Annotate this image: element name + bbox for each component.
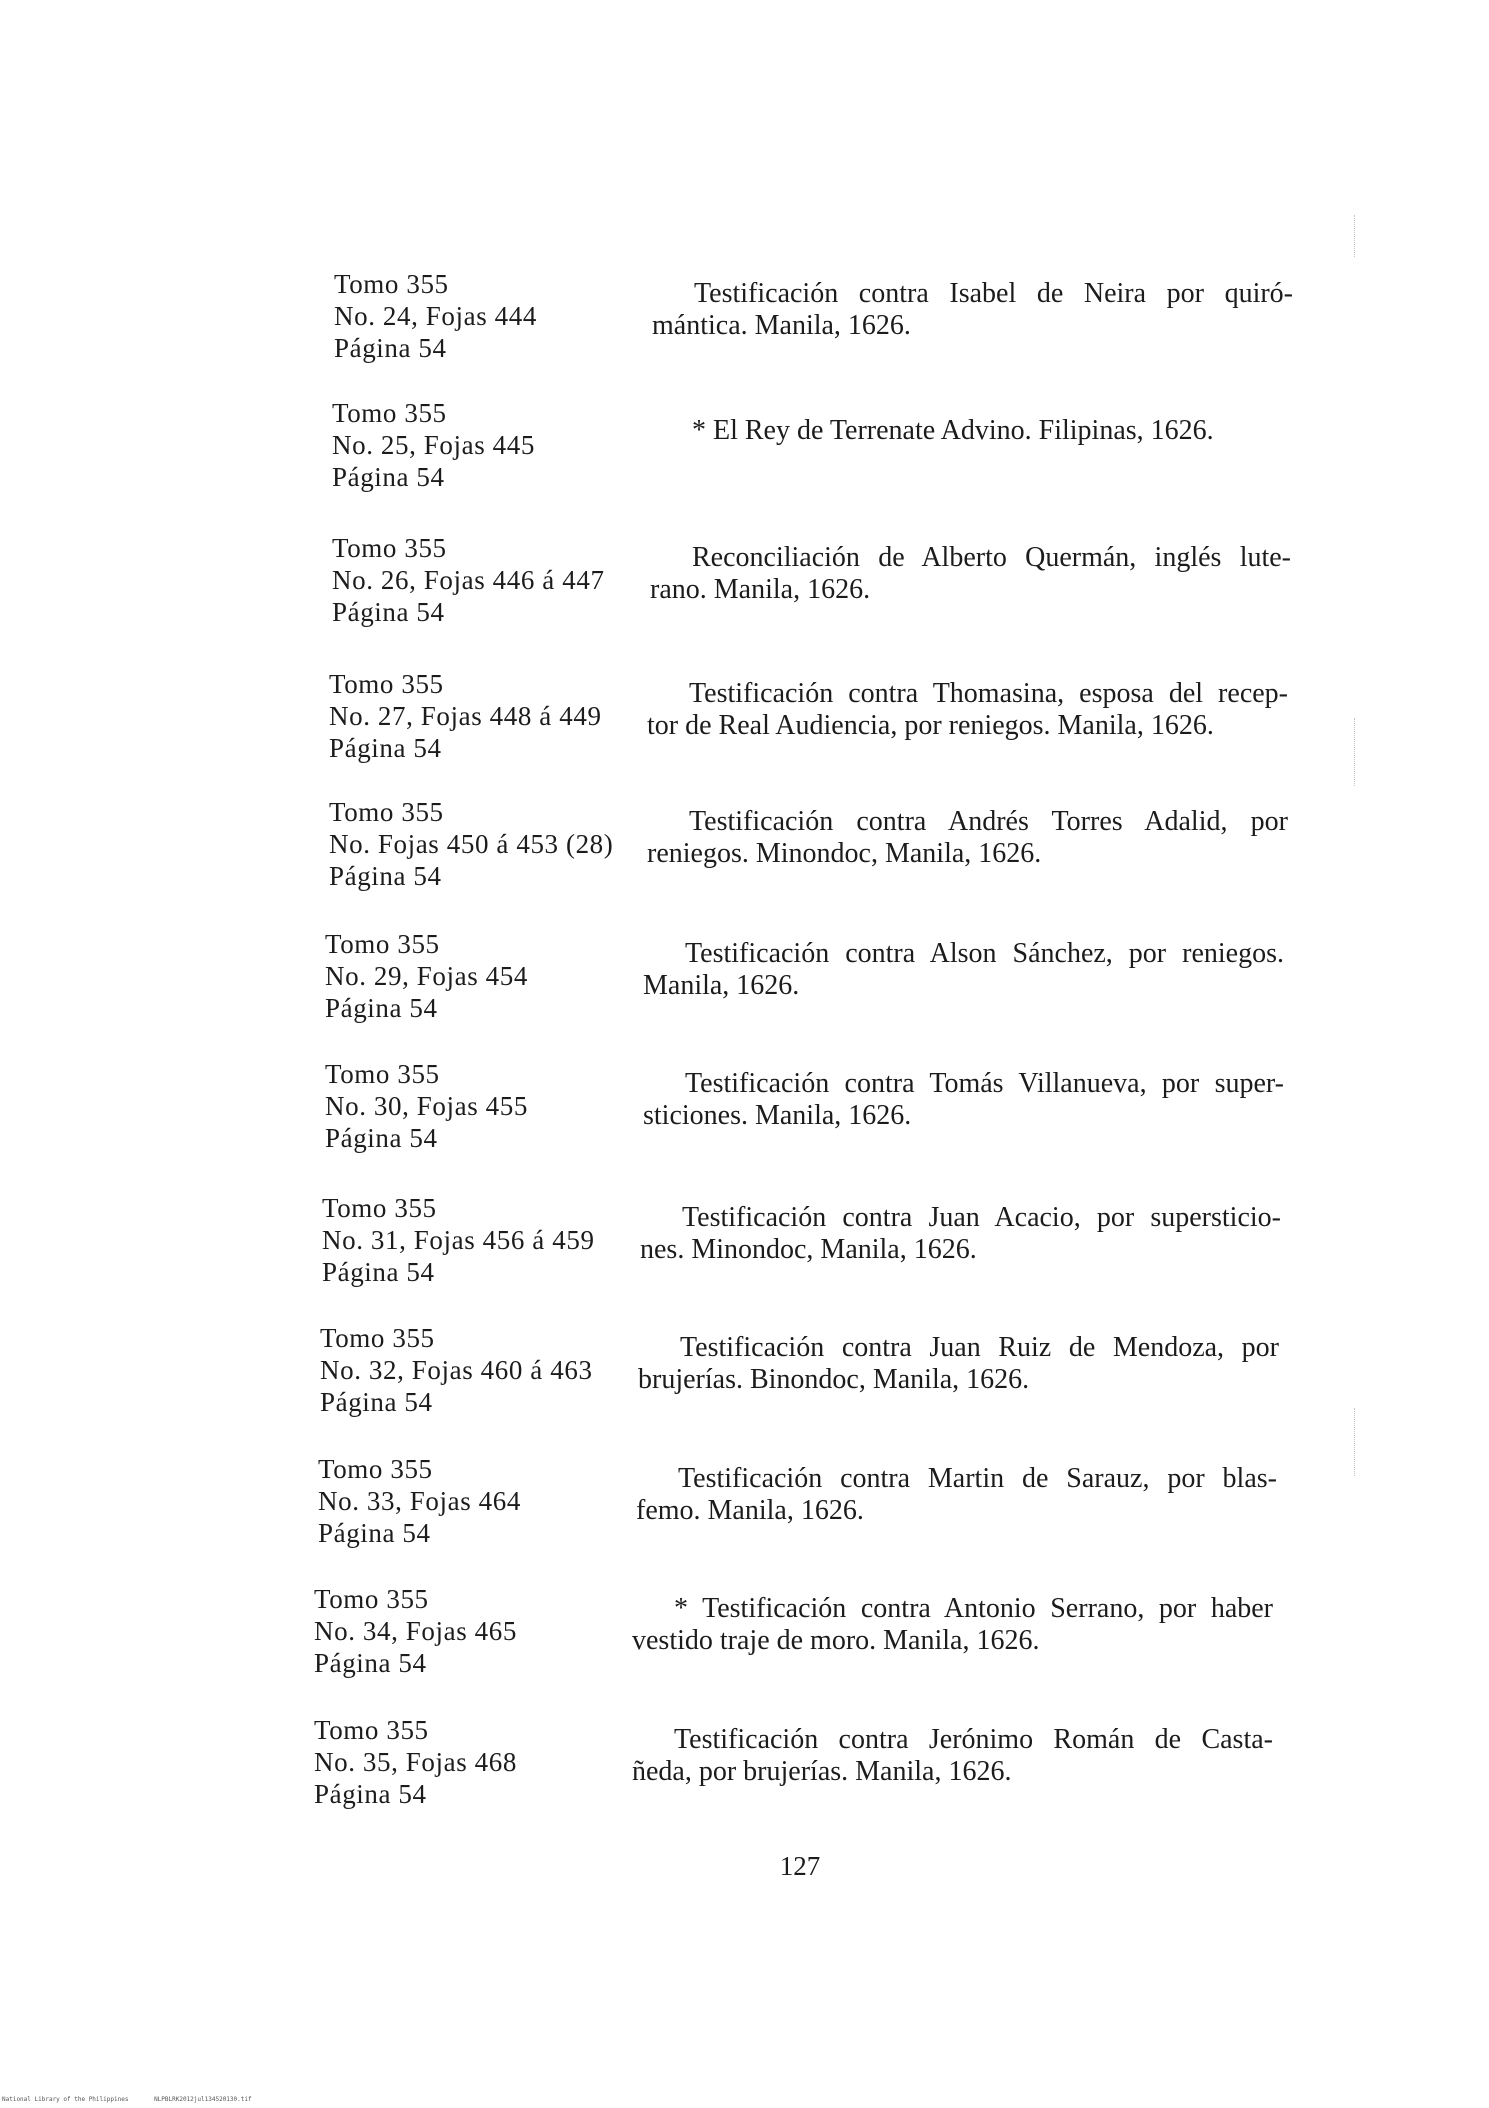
entry-description	[632, 1724, 1273, 1788]
tomo-label: Tomo 355	[325, 929, 440, 959]
description-line: * El Rey de Terrenate Advino. Filipinas, 1626.	[692, 415, 1214, 446]
description-line: Manila, 1626.	[643, 970, 800, 1001]
entry-description	[652, 278, 1293, 342]
pagina-label: Página 54	[322, 1257, 435, 1287]
scan-margin-mark	[1354, 1408, 1355, 1476]
pagina-label: Página 54	[325, 993, 438, 1023]
catalog-entry	[332, 532, 1291, 628]
archive-reference	[329, 668, 647, 764]
catalog-entry	[314, 1714, 1273, 1810]
description-line: Testificación contra Martin de Sarauz, por blas-	[678, 1463, 1277, 1494]
entry-description	[636, 1463, 1277, 1527]
tomo-label: Tomo 355	[318, 1454, 433, 1484]
catalog-entry	[314, 1583, 1273, 1679]
number-fojas-label: No. 29, Fojas 454	[325, 961, 528, 991]
archive-reference	[325, 1058, 643, 1154]
description-line: tor de Real Audiencia, por reniegos. Manila, 1626.	[647, 710, 1214, 741]
catalog-entry	[332, 397, 1291, 493]
description-line: ñeda, por brujerías. Manila, 1626.	[632, 1756, 1012, 1787]
catalog-entry	[329, 668, 1288, 764]
description-line: vestido traje de moro. Manila, 1626.	[632, 1625, 1040, 1656]
description-line: * Testificación contra Antonio Serrano, por haber	[674, 1593, 1273, 1624]
description-line: reniegos. Minondoc, Manila, 1626.	[647, 838, 1042, 869]
catalog-entry	[320, 1322, 1279, 1418]
description-line: Testificación contra Thomasina, esposa del recep-	[689, 678, 1288, 709]
description-line: Reconciliación de Alberto Quermán, inglés lute-	[692, 542, 1291, 573]
description-line: Testificación contra Juan Acacio, por supersticio-	[682, 1202, 1281, 1233]
description-line: sticiones. Manila, 1626.	[643, 1100, 912, 1131]
pagina-label: Página 54	[329, 861, 442, 891]
scan-footer	[2, 2096, 252, 2104]
entry-description	[650, 415, 1291, 447]
description-line: brujerías. Binondoc, Manila, 1626.	[638, 1364, 1030, 1395]
description-line: Testificación contra Juan Ruiz de Mendoza, por	[680, 1332, 1279, 1363]
entry-description	[650, 542, 1291, 606]
pagina-label: Página 54	[329, 733, 442, 763]
pagina-label: Página 54	[332, 597, 445, 627]
archive-reference	[325, 928, 643, 1024]
number-fojas-label: No. 32, Fojas 460 á 463	[320, 1355, 593, 1385]
pagina-label: Página 54	[320, 1387, 433, 1417]
archive-reference	[314, 1714, 632, 1810]
description-line: Testificación contra Jerónimo Román de Casta-	[674, 1724, 1273, 1755]
pagina-label: Página 54	[332, 462, 445, 492]
catalog-entry	[325, 928, 1284, 1024]
catalog-entry	[329, 796, 1288, 892]
entry-description	[643, 1068, 1284, 1132]
archive-reference	[329, 796, 647, 892]
scan-margin-mark	[1354, 215, 1355, 257]
tomo-label: Tomo 355	[322, 1193, 437, 1223]
tomo-label: Tomo 355	[332, 398, 447, 428]
archive-reference	[318, 1453, 636, 1549]
description-line: nes. Minondoc, Manila, 1626.	[640, 1234, 977, 1265]
pagina-label: Página 54	[318, 1518, 431, 1548]
entry-description	[647, 678, 1288, 742]
description-line: Testificación contra Isabel de Neira por quiró-	[694, 278, 1293, 309]
archive-reference	[322, 1192, 640, 1288]
tomo-label: Tomo 355	[320, 1323, 435, 1353]
description-line: Testificación contra Andrés Torres Adalid, por	[689, 806, 1288, 837]
tomo-label: Tomo 355	[314, 1715, 429, 1745]
tomo-label: Tomo 355	[314, 1584, 429, 1614]
archive-reference	[320, 1322, 638, 1418]
catalog-entry	[334, 268, 1293, 364]
description-line: femo. Manila, 1626.	[636, 1495, 864, 1526]
number-fojas-label: No. 33, Fojas 464	[318, 1486, 521, 1516]
description-line: rano. Manila, 1626.	[650, 574, 871, 605]
description-line: Testificación contra Alson Sánchez, por reniegos.	[685, 938, 1284, 969]
tomo-label: Tomo 355	[334, 269, 449, 299]
page-number: 127	[779, 1851, 821, 1881]
pagina-label: Página 54	[314, 1648, 427, 1678]
archive-reference	[314, 1583, 632, 1679]
entry-description	[638, 1332, 1279, 1396]
description-line: Testificación contra Tomás Villanueva, por super-	[685, 1068, 1284, 1099]
number-fojas-label: No. 30, Fojas 455	[325, 1091, 528, 1121]
tomo-label: Tomo 355	[329, 797, 444, 827]
entry-description	[643, 938, 1284, 1002]
number-fojas-label: No. 34, Fojas 465	[314, 1616, 517, 1646]
number-fojas-label: No. 27, Fojas 448 á 449	[329, 701, 602, 731]
entry-description	[647, 806, 1288, 870]
archive-reference	[334, 268, 652, 364]
catalog-entry	[322, 1192, 1281, 1288]
number-fojas-label: No. 35, Fojas 468	[314, 1747, 517, 1777]
number-fojas-label: No. 31, Fojas 456 á 459	[322, 1225, 595, 1255]
number-fojas-label: No. Fojas 450 á 453 (28)	[329, 829, 614, 859]
catalog-entry	[318, 1453, 1277, 1549]
pagina-label: Página 54	[325, 1123, 438, 1153]
entry-description	[632, 1593, 1273, 1657]
number-fojas-label: No. 26, Fojas 446 á 447	[332, 565, 605, 595]
footer-filename: NLPBLRK2012jul134520130.tif	[154, 2096, 252, 2103]
number-fojas-label: No. 25, Fojas 445	[332, 430, 535, 460]
scan-margin-mark	[1354, 718, 1355, 786]
pagina-label: Página 54	[334, 333, 447, 363]
number-fojas-label: No. 24, Fojas 444	[334, 301, 537, 331]
footer-source: National Library of the Philippines	[2, 2096, 129, 2103]
description-line: mántica. Manila, 1626.	[652, 310, 911, 341]
pagina-label: Página 54	[314, 1779, 427, 1809]
catalog-entry	[325, 1058, 1284, 1154]
tomo-label: Tomo 355	[332, 533, 447, 563]
tomo-label: Tomo 355	[329, 669, 444, 699]
tomo-label: Tomo 355	[325, 1059, 440, 1089]
archive-reference	[332, 532, 650, 628]
archive-reference	[332, 397, 650, 493]
entry-description	[640, 1202, 1281, 1266]
